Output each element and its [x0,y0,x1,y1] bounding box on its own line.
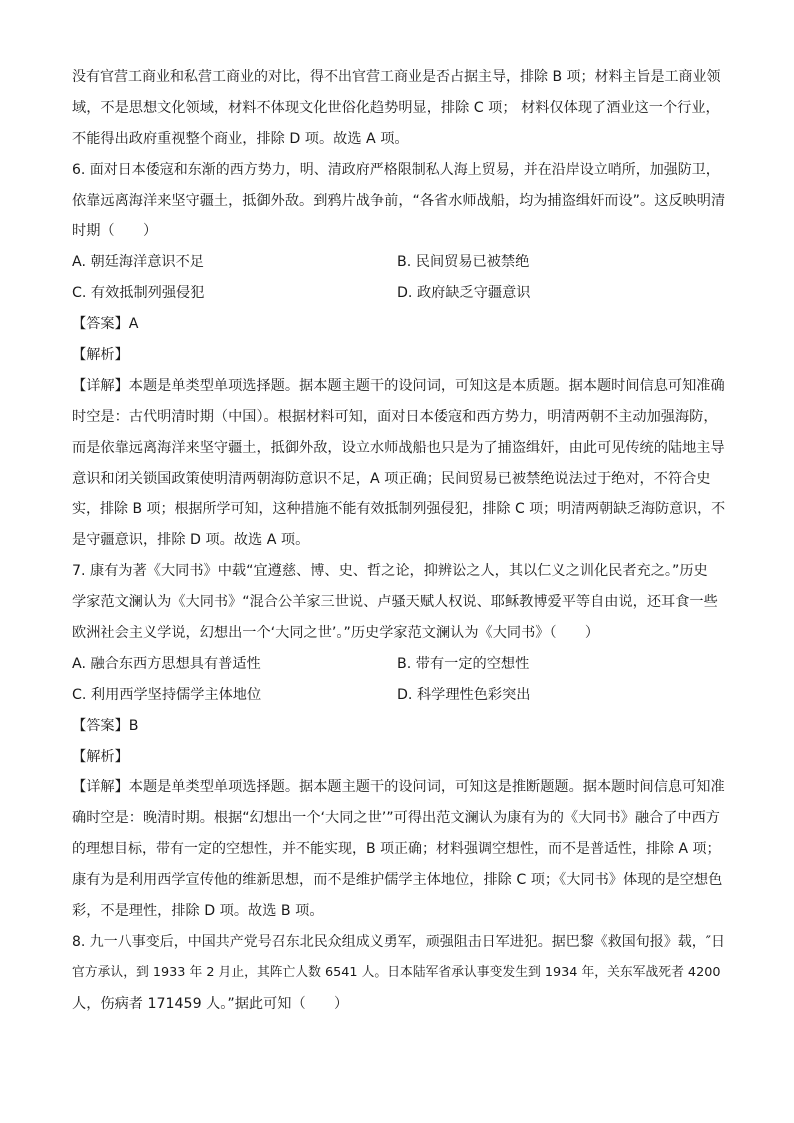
question-6 [72,155,727,557]
option-row [72,278,727,309]
answer-tag: 【答案】A [72,316,139,333]
option-row [72,680,727,711]
detail-line: 康有为是利用西学宣传他的维新思想，而不是维护儒学主体地位，排除 C 项；《大同书》体现的是空想色 [72,872,723,889]
question-stem-line: 欧洲社会主义学说，幻想出一个‘大同之世’。”历史学家范文澜认为《大同书》（ ） [72,625,600,642]
detail-line: 的理想目标，带有一定的空想性，并不能实现，B 项正确；材料强调空想性，而不是普适性，排除 A 项； [72,841,721,858]
option-b: B. 带有一定的空想性 [397,655,530,672]
question-stem-line: 依靠远离海洋来坚守疆土，抵御外敌。到鸦片战争前，“各省水师战船，均为捕盗缉奸而设”。这反映明清 [72,192,726,209]
question-stem-line: 7. 康有为著《大同书》中载“宜遵慈、博、史、哲之论，抑辨讼之人，其以仁义之训化民者充之。”历史 [72,563,708,580]
option-d: D. 科学理性色彩突出 [397,686,531,703]
question-stem-line: 8. 九一八事变后，中国共产党号召东北民众组成义勇军，顽强阻击日军进犯。据巴黎《救国旬报》载，″日 [72,933,726,950]
detail-line: 确时空是：晚清时期。根据“幻想出一个‘大同之世’”可得出范文澜认为康有为的《大同书》融合了中西方 [72,810,720,827]
option-d: D. 政府缺乏守疆意识 [397,285,531,302]
option-row [72,247,727,278]
document-page [72,62,727,1020]
option-a: A. 融合东西方思想具有普适性 [72,655,261,672]
answer-tag: 【答案】B [72,717,139,734]
text-line: 不能得出政府重视整个商业，排除 D 项。故选 A 项。 [72,130,409,147]
question-8 [72,927,727,1020]
detail-line: 实，排除 B 项；根据所学可知，这种措施不能有效抵制列强侵犯，排除 C 项；明清两朝缺乏海防意识，不 [72,501,726,518]
question-stem-line: 官方承认，到 1933 年 2 月止，其阵亡人数 6541 人。日本陆军省承认事变发生到 1934 年，关东军战死者 4200 [72,964,721,980]
analysis-tag: 【解析】 [72,748,129,765]
text-line: 域，不是思想文化领域，材料不体现文化世俗化趋势明显，排除 C 项； 材料仅体现了酒业这一个行业， [72,99,720,116]
analysis-tag: 【解析】 [72,347,129,364]
detail-line: 彩，不是理性，排除 D 项。故选 B 项。 [72,903,324,920]
detail-line: 意识和闭关锁国政策使明清两朝海防意识不足，A 项正确；民间贸易已被禁绝说法过于绝对，不符合史 [72,470,711,487]
detail-line: 【详解】本题是单类型单项选择题。据本题主题干的设问词，可知这是本质题。据本题时间信息可知准确 [72,377,725,394]
detail-line: 【详解】本题是单类型单项选择题。据本题主题干的设问词，可知这是推断题题。据本题时间信息可知准 [72,779,725,796]
detail-line: 时空是：古代明清时期（中国）。根据材料可知，面对日本倭寇和西方势力，明清两朝不主动加强海防， [72,408,718,425]
option-c: C. 有效抵制列强侵犯 [72,285,205,302]
q5-explanation-tail [72,62,727,155]
detail-line: 而是依靠远离海洋来坚守疆土，抵御外敌，设立水师战船也只是为了捕盗缉奸，由此可见传统的陆地主导 [72,439,725,456]
question-stem-line: 6. 面对日本倭寇和东渐的西方势力，明、清政府严格限制私人海上贸易，并在沿岸设立哨所，加强防卫， [72,161,720,178]
option-b: B. 民间贸易已被禁绝 [397,254,530,271]
option-a: A. 朝廷海洋意识不足 [72,254,204,271]
question-stem-line: 时期（ ） [72,223,158,240]
text-line: 没有官营工商业和私营工商业的对比，得不出官营工商业是否占据主导，排除 B 项；材料主旨是工商业领 [72,69,721,85]
detail-line: 是守疆意识，排除 D 项。故选 A 项。 [72,532,310,549]
question-7 [72,556,727,927]
question-stem-line: 人，伤病者 171459 人。”据此可知（ ） [72,995,349,1012]
option-c: C. 利用西学坚持儒学主体地位 [72,686,262,703]
option-row [72,649,727,680]
question-stem-line: 学家范文澜认为《大同书》“混合公羊家三世说、卢骚天赋人权说、耶稣教博爱平等自由说，还耳食一些 [72,594,718,611]
